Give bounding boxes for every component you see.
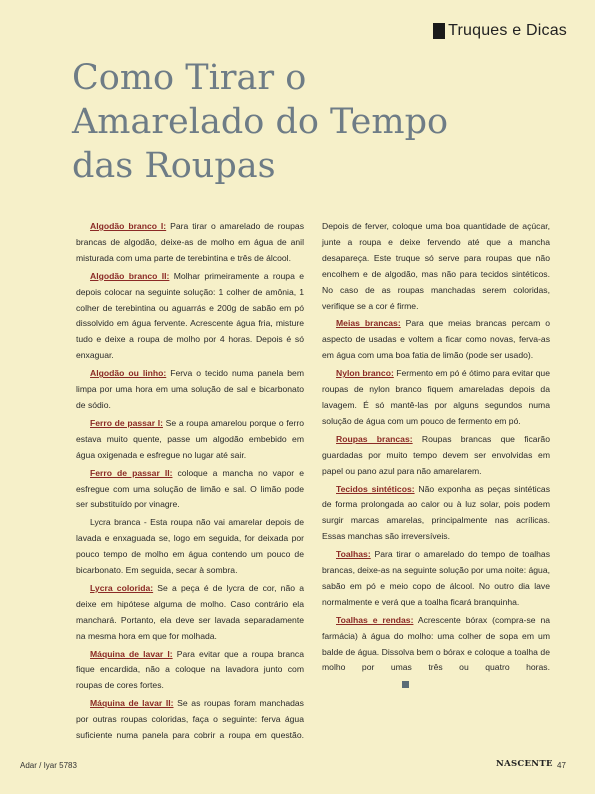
article-body <box>76 219 550 751</box>
tip-heading: Algodão ou linho: <box>90 368 167 379</box>
tip-paragraph <box>322 547 550 611</box>
tip-heading: Roupas brancas: <box>336 433 413 444</box>
end-of-article-icon <box>402 681 409 688</box>
tip-heading: Máquina de lavar II: <box>90 698 174 709</box>
tip-text: Para tirar o amarelado do tempo de toalhas brancas, deixe-as na seguinte solução por uma noite: água, sabão em pó e meio copo de álcool. No outro dia lave normalmente e verá que a toalha ficará branquinha. <box>322 549 550 607</box>
issue-date: Adar / Iyar 5783 <box>20 761 77 770</box>
tip-paragraph <box>322 366 550 430</box>
tip-heading: Toalhas e rendas: <box>336 614 414 625</box>
tip-heading: Algodão branco I: <box>90 221 167 231</box>
tip-text: coloque a mancha no vapor e esfregue com uma solução de limão e sal. O limão pode ser substituído por vinagre. <box>76 467 304 510</box>
tip-paragraph <box>76 515 304 579</box>
tip-text: Acrescente bórax (compra-se na farmácia) à água do molho: uma colher de sopa em um balde de água. Dissolva bem o bórax e coloque a toalha de molho por umas três ou quatro horas. <box>322 614 551 673</box>
article-title <box>72 56 572 188</box>
tip-text: Ferva o tecido numa panela bem limpa por uma hora em uma solução de sal e bicarbonato de sódio. <box>76 368 304 410</box>
tip-paragraph <box>76 366 304 414</box>
page-number: 47 <box>557 761 566 770</box>
tip-text: Para tirar o amarelado de roupas brancas de algodão, deixe-as de molho em água de anil misturada com uma parte de terebintina e três de álcool. <box>76 221 305 263</box>
tip-text: Fermento em pó é ótimo para evitar que roupas de nylon branco fiquem amareladas depois da lavagem. É só mantê-las por alguns segundos numa solução de água com um pouco de fermento em pó. <box>322 368 550 426</box>
tip-paragraph <box>322 613 550 693</box>
tip-paragraph <box>76 647 304 695</box>
tip-paragraph <box>76 466 304 514</box>
tip-text: Se a peça é de lycra de cor, não a deixe em hipótese alguma de molho. Caso contrário ela manchará. Portanto, ela deve ser lavada separadamente na mesma hora em que for molhada. <box>76 582 304 641</box>
tip-paragraph <box>76 581 304 645</box>
tip-text: Lycra branca - Esta roupa não vai amarelar depois de lavada e enxaguada se, logo em seguida, for deixada por pouco tempo de molho em água contendo um pouco de bicarbonato. Em seguida, secar à sombra. <box>76 517 304 576</box>
tip-text: Não exponha as peças sintéticas de forma prolongada ao calor ou à luz solar, pois podem surgir marcas amarelas, principalmente nas acrílicas. Essas manchas são irreversíveis. <box>322 483 551 542</box>
tip-heading: Tecidos sintéticos: <box>336 483 415 494</box>
tip-heading: Lycra colorida: <box>90 582 154 593</box>
tip-heading: Meias brancas: <box>336 318 401 329</box>
tip-text: Se a roupa amarelou porque o ferro estava muito quente, passe um algodão embebido em água oxigenada e esfregue no lugar até sair. <box>76 417 304 460</box>
tip-paragraph <box>322 432 550 480</box>
tip-text: Se as roupas foram manchadas por outras roupas coloridas, faça o seguinte: ferva água suficiente numa panela para cobrir a roupa em questão. Depois de ferver, coloque uma boa quantidade de açúcar, junte a roupa e deixe fervendo até que a mancha desapareça. Este truque só serve para roupas que não encolhem e de algodão, mas não para tecidos sintéticos. No caso de as roupas manchadas serem coloridas, verifique se a cor é firme. <box>76 221 550 741</box>
tip-paragraph <box>322 316 550 364</box>
tip-text: Para que meias brancas percam o aspecto de usadas e voltem a ficar como novas, ferva-as em água com uma boa fatia de limão (pode ser usado). <box>322 318 550 361</box>
tip-heading: Toalhas: <box>336 549 371 560</box>
tip-heading: Máquina de lavar I: <box>90 648 173 659</box>
section-marker-icon <box>433 23 445 39</box>
tip-paragraph <box>76 219 304 267</box>
title-line-2: Amarelado do Tempo <box>72 102 449 142</box>
tip-heading: Algodão branco II: <box>90 270 170 281</box>
section-name: Truques e Dicas <box>448 22 567 39</box>
tip-text: Molhar primeiramente a roupa e depois colocar na seguinte solução: 1 colher de amônia, 1 colher de terebintina ou aguarrás e 200g de sabão em pó dissolvido em água fervente. Acrescente água fria, misture tudo e deixe a roupa de molho por 4 horas. Depois é só enxaguar. <box>76 270 304 361</box>
tip-heading: Nylon branco: <box>336 368 394 379</box>
title-line-3: das Roupas <box>72 146 276 186</box>
magazine-logo: NASCENTE <box>496 759 553 769</box>
tip-paragraph <box>76 416 304 464</box>
section-tag <box>433 22 567 40</box>
tip-text: Roupas brancas que ficarão guardadas por muito tempo devem ser envolvidas em papel ou pano azul para não amarelarem. <box>322 433 550 476</box>
tip-heading: Ferro de passar II: <box>90 467 173 478</box>
title-line-1: Como Tirar o <box>72 58 307 98</box>
tip-heading: Ferro de passar I: <box>90 417 163 428</box>
tip-paragraph <box>322 482 550 546</box>
tip-text: Para evitar que a roupa branca fique encardida, não a coloque na lavadora junto com roupas de cores fortes. <box>76 648 304 691</box>
tip-paragraph <box>76 269 304 364</box>
